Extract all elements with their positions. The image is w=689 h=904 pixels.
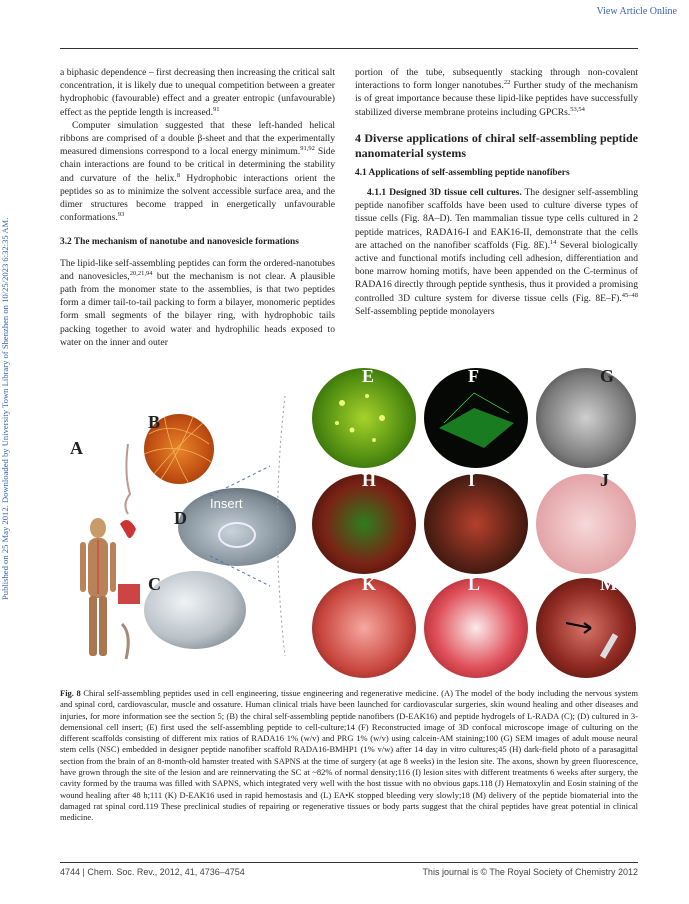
panel-label-f: F [468, 366, 479, 386]
organ-strip [112, 434, 144, 664]
panel-label-k: K [362, 574, 377, 594]
footer-rule [60, 862, 638, 863]
panel-label-b: B [148, 412, 161, 432]
insert-text: Insert [210, 496, 243, 511]
panel-label-h: H [362, 470, 377, 490]
section-heading-4-1: 4.1 Applications of self-assembling peptide nanofibers [355, 167, 570, 178]
panel-label-j: J [600, 470, 609, 490]
header-rule [60, 48, 638, 49]
section-heading-4: 4 Diverse applications of chiral self-assembling peptide nanomaterial systems [355, 130, 638, 160]
page-footer [60, 867, 638, 877]
footer-copyright: This journal is © The Royal Society of Chemistry 2012 [422, 867, 638, 877]
panel-i-lesion [424, 474, 528, 574]
left-paragraph-1: a biphasic dependence – first decreasing then increasing the critical salt concentration, it is likely due to unequal competition between a greater hydrophobic (favourable) effect and a greater entropic (unfavourable) effect as the peptide length is increased.$^{91}$ [60, 67, 335, 118]
panel-label-g: G [600, 366, 615, 386]
panel-g-sem [536, 368, 636, 468]
guide-lines [210, 386, 290, 666]
view-article-online-link[interactable]: View Article Online [596, 6, 677, 17]
download-notice: Published on 25 May 2012. Downloaded by University Town Library of Shenzhen on 10/25/2023 6:32:35 AM. [0, 217, 10, 600]
caption-text: Chiral self-assembling peptides used in cell engineering, tissue engineering and regenerative medicine. (A) The model of the body including the nervous system and spinal cord, cardiovascular, muscle and ossature. Human clinical trials have been launched for cardiovascular surgeries, skin wound healing and other diseases and injuries, for more information see the section 5; (B) the chiral self-assembling peptide nanofibers (D-EAK16) and peptide hydrogels of L-RADA (C); (D) cultured in 3-demensional cell insert; (E) first used the self-assembling peptide to cell-culture;14 (F) Reconstructed image of 3D confocal microscope image of culturing on the different scaffolds consisting of different mix ratios of RADA16 1% (w/v) and PRG 1% (w/v) using calcein-AM staining;100 (G) SEM images of adult mouse neural stem cells (NSC) embedded in designer peptide nanofiber scaffold RADA16-BMHP1 (1% v/w) after 14 day in vitro cultures;45 (H) dark-field photo of a parasagittal section from the brain of an 8-month-old hamster treated with SAPNS at the time of surgery (at age 8 weeks) in the lesion site. The axons, shown by green fluorescence, have grown through the site of the lesion and are reinnervating the SC at ~82% of normal density;116 (I) lesion sites with different treatments 6 weeks after surgery, the cavity formed by the trauma was filled with SAPNS, which integrated very well with the host tissue with no obvious gaps.118 (J) Hematoxylin and Eosin staining of the wound healing after 48 h;111 (K) D-EAK16 used in rapid hemostasis and (L) EA•K stopped bleeding very slowly;18 (M) delivery of the peptide biomaterial into the damaged rat spinal cord.119 These preclinical studies of repairing or regenerative tissues or body parts suggest that the chiral peptides have great potential in clinical medicine. [60, 688, 639, 823]
footer-citation: 4744 | Chem. Soc. Rev., 2012, 41, 4736–4754 [60, 867, 245, 877]
left-paragraph-2: Computer simulation suggested that these left-handed helical ribbons are comprised of a double β-sheet and that the experimentally measured dimensions correspond to a local energy minimum.$^{91,92}$ Side chain interactions are found to be critical in determining the stability and curvature of the helix.$^8$ Hydrophobic interactions orient the peptides so as to minimize the solvent accessible surface area, and the dimer structures become trapped in energetically unfavourable conformations.$^{93}$ [60, 119, 335, 224]
top-bar [0, 0, 689, 22]
right-paragraph-1: portion of the tube, subsequently stacking through non-covalent interactions to form longer nanotubes.$^{22}$ Further study of the mechanism is of great importance because these lipid-like peptides have successfully stabilized diverse membrane proteins including GPCRs.$^{53,54}$ [355, 67, 638, 118]
caption-label: Fig. 8 [60, 688, 81, 698]
panel-label-d: D [174, 508, 187, 528]
figure-8 [60, 366, 638, 681]
panel-m-spinal-cord [536, 578, 636, 678]
panel-label-i: I [468, 470, 476, 490]
right-column [355, 66, 638, 318]
figure-caption [60, 688, 638, 824]
panel-label-e: E [362, 366, 375, 386]
download-sidebar [0, 130, 16, 600]
right-paragraph-2: 4.1.1 Designed 3D tissue cell cultures. The designer self-assembling peptide nanofiber scaffolds have been used to culture diverse types of tissue cells (Fig. 8A–D). Ten mammalian tissue type cells cultured in 2 peptide matrices, RADA16-I and EAK16-II, demonstrate that the cells are attached on the nanofiber scaffolds (Fig. 8E).$^{14}$ Several biologically active and functional motifs including cell adhesion, differentiation and bone marrow homing motifs, have been appended on the C-terminus of RADA16 directly through peptide synthesis, thus it provided a promising controlled 3D culture system for diverse tissue cells (Fig. 8E–F).$^{45-48}$ Self-assembling peptide monolayers [355, 187, 638, 317]
panel-label-a: A [70, 438, 83, 458]
left-paragraph-3: The lipid-like self-assembling peptides can form the ordered-nanotubes and nanovesicles,$^{20,21,94}$ but the mechanism is not clear. A plausible path from the monomer state to the assemblies, is that two peptides form a dimer tail-to-tail packing to form a bilayer, monomeric peptides form small segments of the bilayer ring, with hydrophobic tails packing together to avoid water and hydrophilic heads exposed to water on the inner and outer [60, 257, 336, 348]
panel-label-l: L [468, 574, 481, 594]
panel-label-m: M [600, 574, 617, 594]
left-column [60, 66, 335, 349]
panel-label-c: C [148, 574, 161, 594]
section-heading-3-2: 3.2 The mechanism of nanotube and nanovesicle formations [60, 237, 299, 248]
panel-j-he-stain [536, 474, 636, 574]
